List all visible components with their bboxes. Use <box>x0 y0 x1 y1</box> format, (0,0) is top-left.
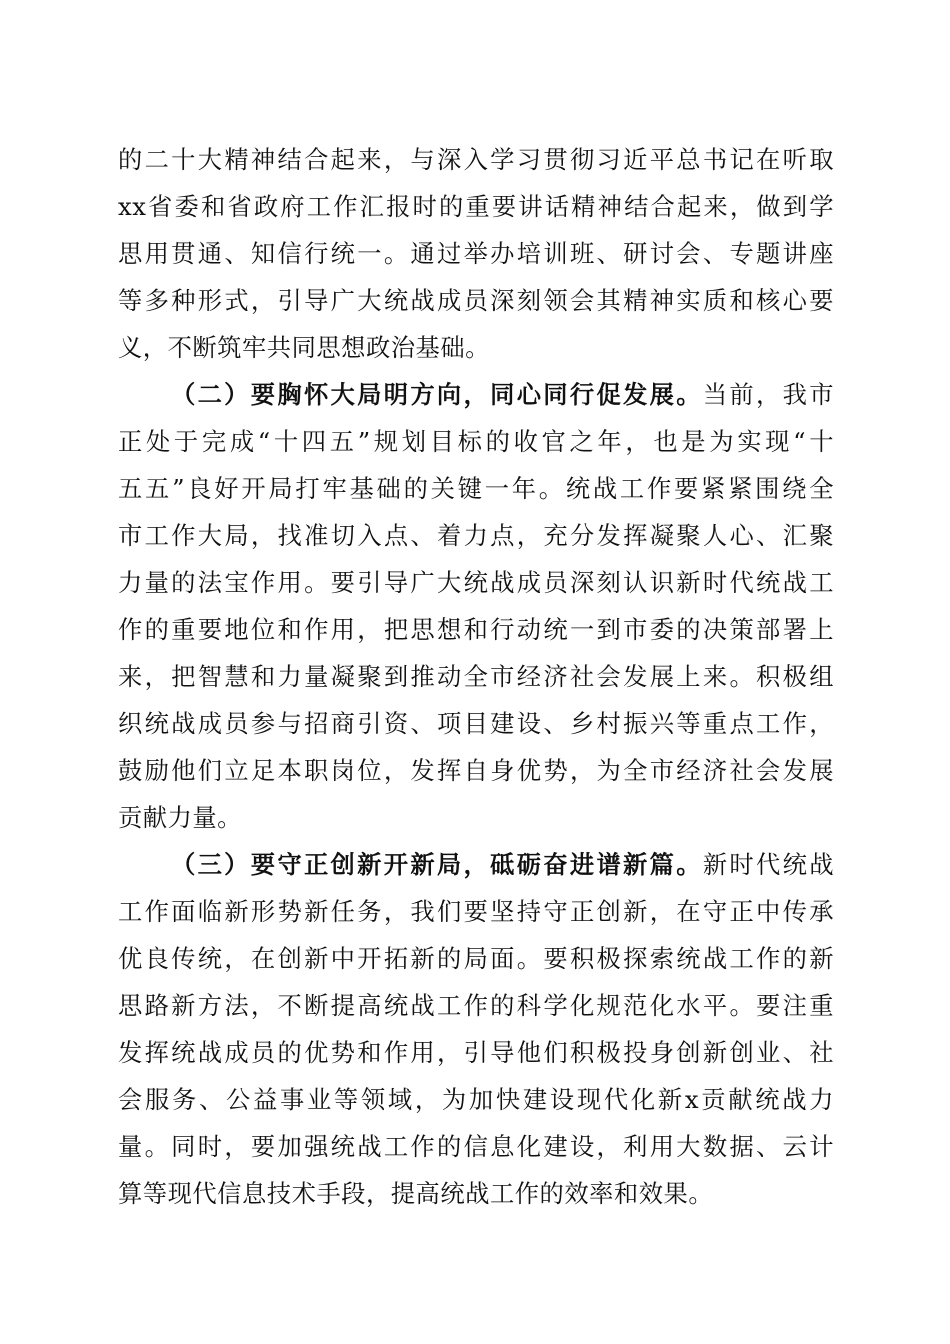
text-line: 作的重要地位和作用，把思想和行动统一到市委的决策部署上 <box>118 615 834 644</box>
text-line: 工作面临新形势新任务，我们要坚持守正创新，在守正中传承 <box>118 897 834 926</box>
text-line <box>118 841 834 888</box>
text-line: 会服务、公益事业等领域，为加快建设现代化新x贡献统战力 <box>118 1085 834 1114</box>
text-line <box>118 371 834 418</box>
text-line: 织统战成员参与招商引资、项目建设、乡村振兴等重点工作， <box>118 709 834 738</box>
section-heading: （三）要守正创新开新局，砥砺奋进谱新篇。 <box>171 850 703 879</box>
text-line: 发挥统战成员的优势和作用，引导他们积极投身创新创业、社 <box>118 1038 834 1067</box>
paragraph-2 <box>118 371 834 841</box>
text-line: xx省委和省政府工作汇报时的重要讲话精神结合起来，做到学 <box>118 192 834 221</box>
text-run: 当前，我市 <box>702 380 835 409</box>
text-line: 市工作大局，找准切入点、着力点，充分发挥凝聚人心、汇聚 <box>118 521 834 550</box>
text-line: 思路新方法，不断提高统战工作的科学化规范化水平。要注重 <box>118 991 834 1020</box>
section-heading: （二）要胸怀大局明方向，同心同行促发展。 <box>171 380 703 409</box>
text-line: 优良传统，在创新中开拓新的局面。要积极探索统战工作的新 <box>118 944 834 973</box>
paragraph-1 <box>118 136 834 371</box>
paragraph-3 <box>118 841 834 1217</box>
text-line: 鼓励他们立足本职岗位，发挥自身优势，为全市经济社会发展 <box>118 756 834 785</box>
text-line: 义，不断筑牢共同思想政治基础。 <box>118 333 490 362</box>
text-line: 来，把智慧和力量凝聚到推动全市经济社会发展上来。积极组 <box>118 662 834 691</box>
text-line: 算等现代信息技术手段，提高统战工作的效率和效果。 <box>118 1179 714 1208</box>
text-line: 五五”良好开局打牢基础的关键一年。统战工作要紧紧围绕全 <box>118 474 834 503</box>
text-line: 力量的法宝作用。要引导广大统战成员深刻认识新时代统战工 <box>118 568 834 597</box>
text-line: 等多种形式，引导广大统战成员深刻领会其精神实质和核心要 <box>118 286 834 315</box>
document-page <box>118 136 834 1217</box>
text-run: 新时代统战 <box>702 850 835 879</box>
text-line: 思用贯通、知信行统一。通过举办培训班、研讨会、专题讲座 <box>118 239 834 268</box>
text-line: 正处于完成“十四五”规划目标的收官之年，也是为实现“十 <box>118 427 834 456</box>
text-line: 量。同时，要加强统战工作的信息化建设，利用大数据、云计 <box>118 1132 834 1161</box>
text-line: 的二十大精神结合起来，与深入学习贯彻习近平总书记在听取 <box>118 145 834 174</box>
text-line: 贡献力量。 <box>118 803 242 832</box>
